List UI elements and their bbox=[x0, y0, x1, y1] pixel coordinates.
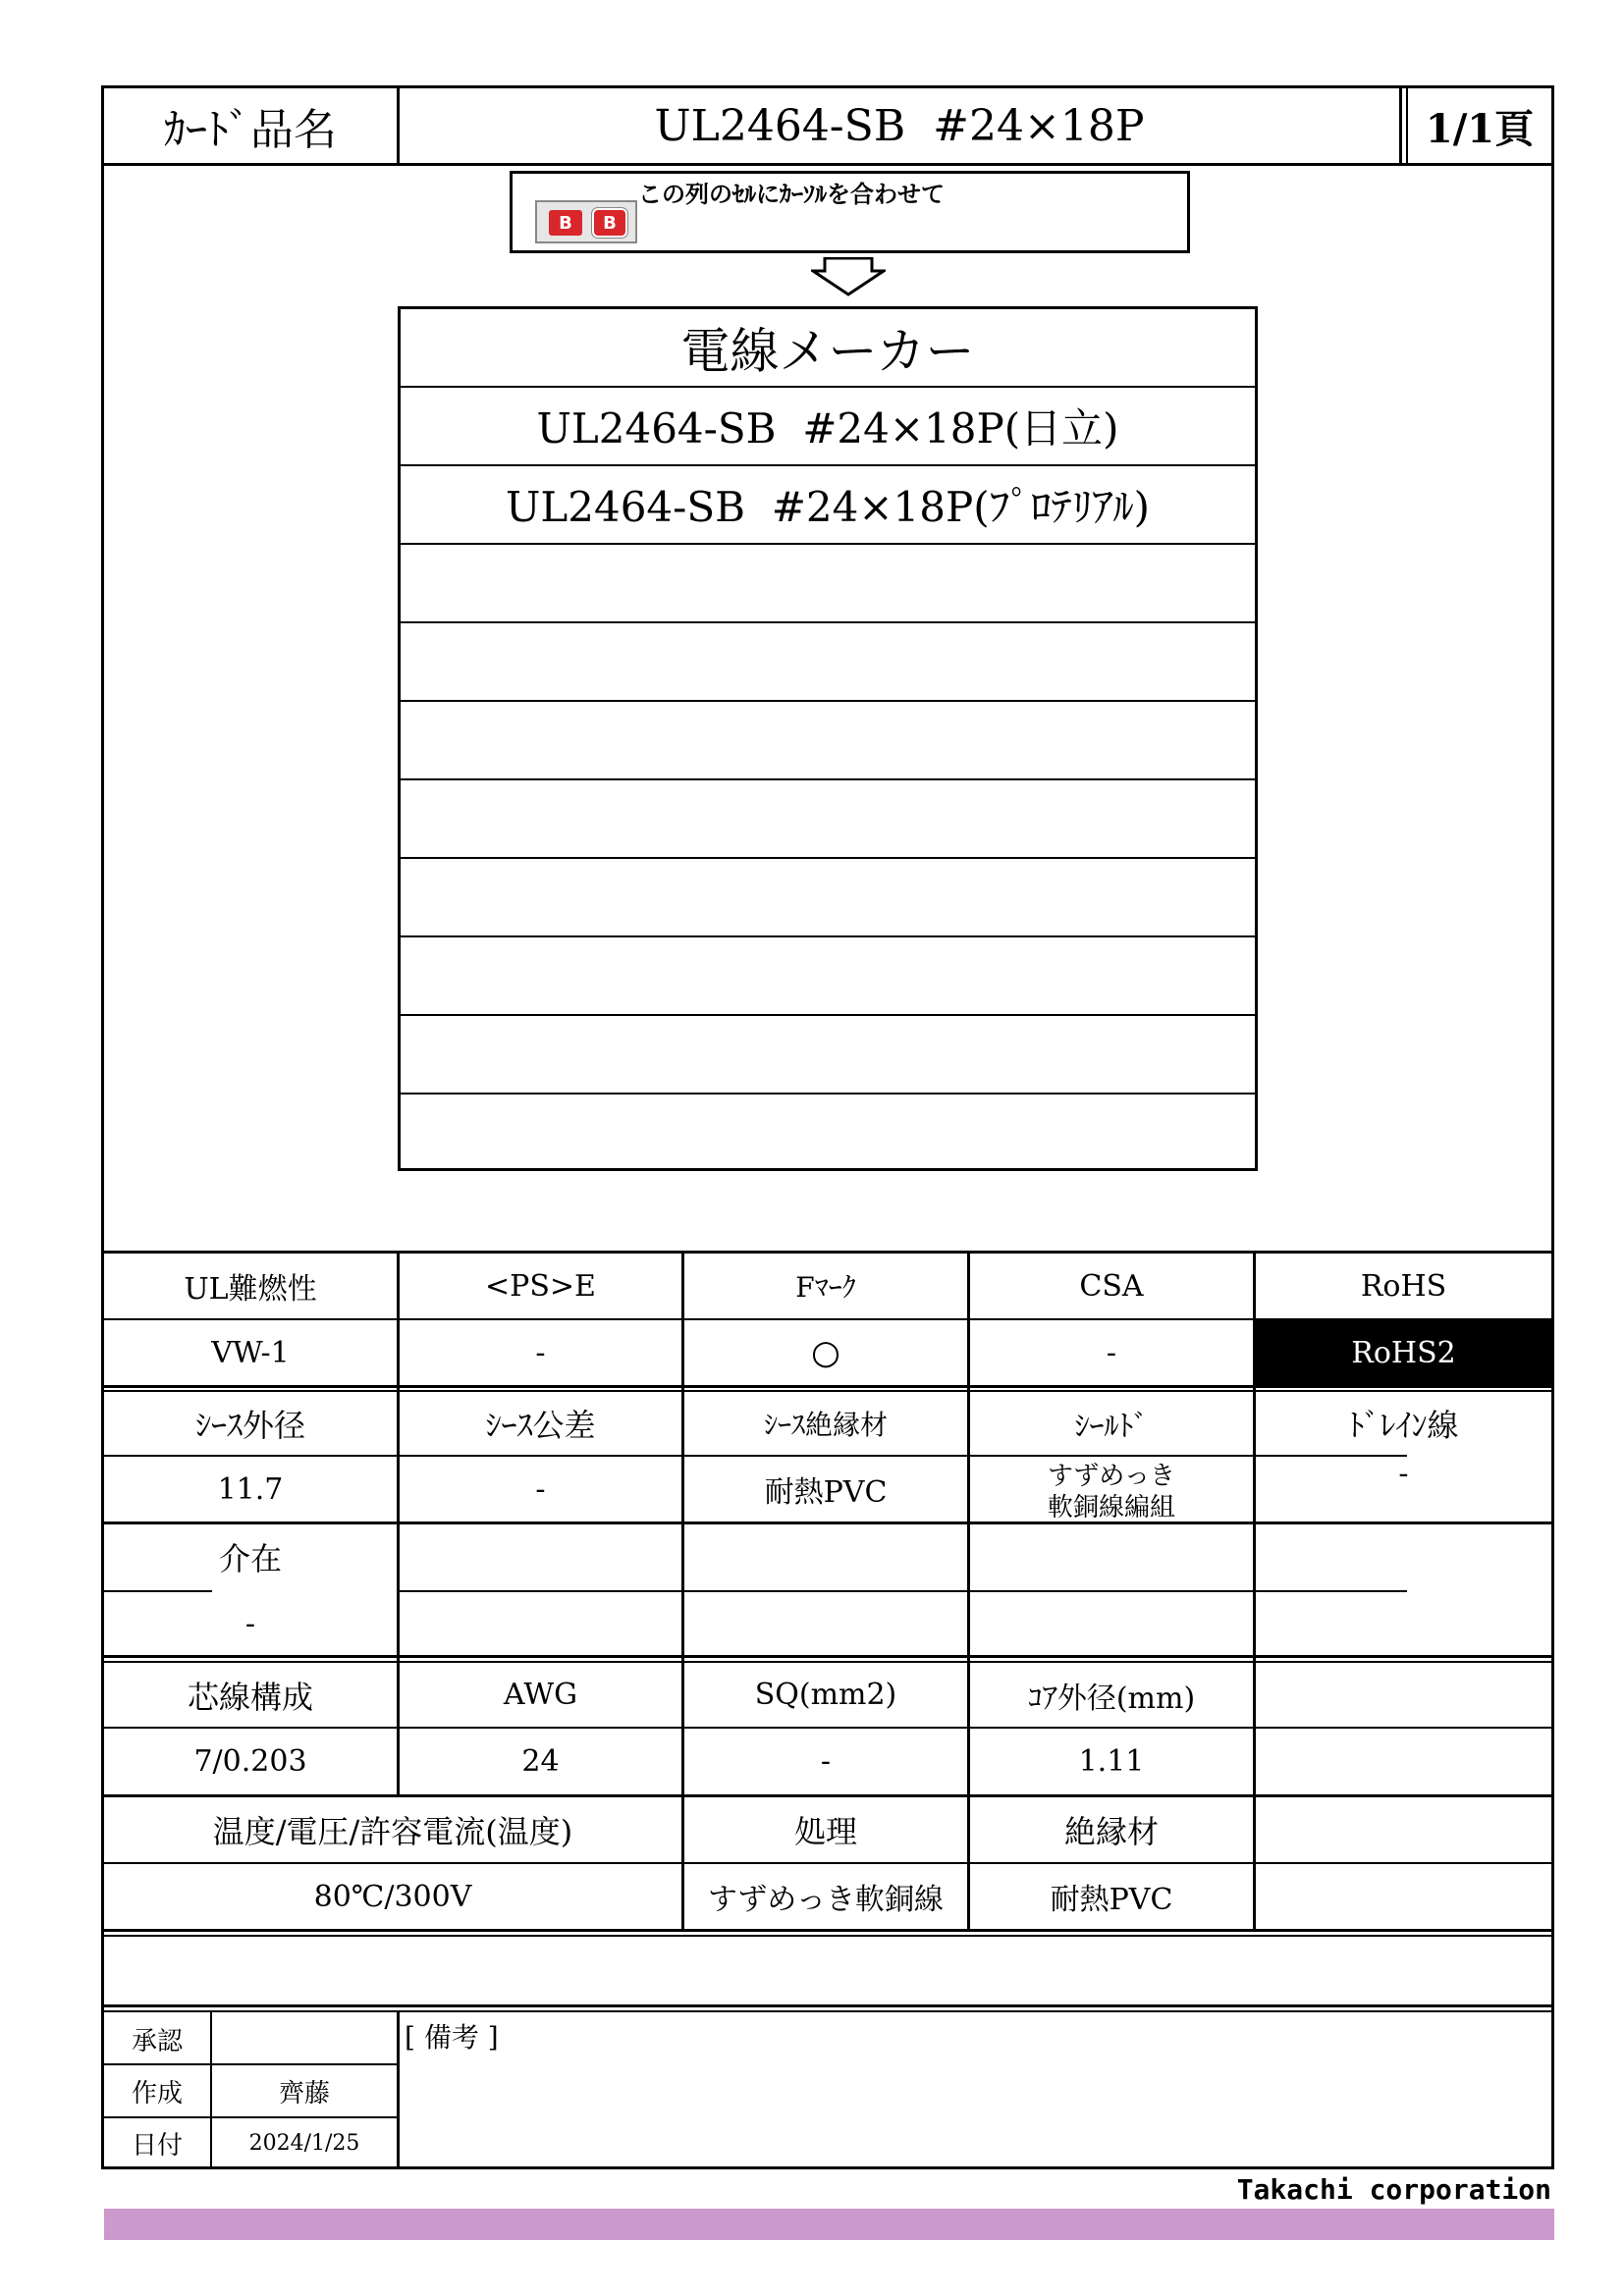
core-header-rating: 温度/電圧/許容電流(温度) bbox=[212, 1813, 573, 1850]
cert-value-ul-flame: VW-1 bbox=[211, 1335, 290, 1370]
date-value: 2024/1/25 bbox=[248, 2130, 360, 2156]
sheath-value-insulation: 耐熱PVC bbox=[764, 1475, 888, 1510]
maker-item-proterial[interactable]: UL2464-SB #24×18P(ﾌﾟﾛﾃﾘｱﾙ) bbox=[505, 483, 1150, 531]
sheath-value-shield-line2: 軟銅線編組 bbox=[1047, 1492, 1175, 1522]
core-value-awg: 24 bbox=[521, 1744, 560, 1779]
cursor-hint-text: この列のｾﾙにｶｰｿﾙを合わせて bbox=[638, 180, 945, 208]
maker-item-empty[interactable] bbox=[401, 1016, 1255, 1093]
b-key-icon-circled: B bbox=[592, 208, 627, 238]
core-header-insulation: 絶縁材 bbox=[1063, 1813, 1159, 1850]
maker-item-empty[interactable] bbox=[401, 702, 1255, 778]
maker-item-empty[interactable] bbox=[401, 545, 1255, 621]
cert-header-pse: <PS>E bbox=[485, 1268, 596, 1304]
cert-value-pse: - bbox=[535, 1335, 546, 1370]
footer-bar bbox=[104, 2209, 1554, 2240]
cert-header-ul-flame: UL難燃性 bbox=[184, 1272, 317, 1307]
down-arrow-icon bbox=[811, 257, 886, 296]
created-value: 齊藤 bbox=[278, 2078, 330, 2109]
sheath-header-insulation: ｼｰｽ絶縁材 bbox=[763, 1409, 888, 1441]
sheath-value-tolerance: - bbox=[535, 1471, 546, 1507]
approval-value[interactable] bbox=[212, 2014, 397, 2063]
core-value-insulation: 耐熱PVC bbox=[1050, 1883, 1173, 1917]
header-bottom-line bbox=[101, 163, 1554, 166]
company-name: Takachi corporation bbox=[1236, 2172, 1551, 2206]
cert-header-csa: CSA bbox=[1079, 1268, 1144, 1304]
core-value-core-diameter: 1.11 bbox=[1078, 1744, 1145, 1779]
filler-value: - bbox=[244, 1606, 256, 1641]
cert-value-csa: - bbox=[1106, 1335, 1117, 1370]
maker-item-empty[interactable] bbox=[401, 1095, 1255, 1169]
approval-label: 承認 bbox=[131, 2026, 183, 2056]
filler-label: 介在 bbox=[218, 1540, 282, 1577]
sheath-value-drain: - bbox=[1398, 1456, 1409, 1491]
product-name: UL2464-SB #24×18P bbox=[654, 100, 1145, 151]
date-label: 日付 bbox=[131, 2130, 183, 2161]
core-header-awg: AWG bbox=[503, 1678, 578, 1712]
spec-line bbox=[101, 2004, 1554, 2007]
sheath-header-drain: ﾄﾞﾚｲﾝ線 bbox=[1348, 1407, 1459, 1444]
sheath-value-diameter: 11.7 bbox=[217, 1471, 284, 1507]
page-number: 1/1頁 bbox=[1425, 105, 1535, 152]
cert-header-rohs: RoHS bbox=[1360, 1268, 1447, 1304]
cert-value-rohs: RoHS2 bbox=[1351, 1335, 1456, 1370]
sheath-header-diameter: ｼｰｽ外径 bbox=[194, 1407, 305, 1444]
sheath-header-shield: ｼｰﾙﾄﾞ bbox=[1074, 1410, 1149, 1444]
b-key-icon: B bbox=[549, 210, 582, 236]
core-value-treatment: すずめっき軟銅線 bbox=[708, 1883, 944, 1917]
card-name-label: ｶｰﾄﾞ品名 bbox=[164, 105, 337, 155]
cert-value-f-mark: ○ bbox=[811, 1333, 840, 1372]
remarks-label: [ 備考 ] bbox=[405, 2021, 499, 2054]
spec-line bbox=[101, 1935, 1554, 1937]
maker-item-empty[interactable] bbox=[401, 859, 1255, 935]
maker-item-empty[interactable] bbox=[401, 623, 1255, 700]
maker-item-empty[interactable] bbox=[401, 937, 1255, 1014]
maker-list-title: 電線メーカー bbox=[680, 323, 975, 380]
spec-line bbox=[101, 1655, 1554, 1658]
core-header-sq: SQ(mm2) bbox=[754, 1678, 897, 1712]
spec-line bbox=[101, 1929, 1554, 1932]
sheath-value-shield-line1: すずめっき bbox=[1047, 1461, 1175, 1491]
b-key-icons bbox=[535, 200, 637, 243]
spec-line bbox=[101, 2010, 1554, 2012]
core-header-core-diameter: ｺｱ外径(mm) bbox=[1027, 1681, 1196, 1716]
maker-item-hitachi[interactable]: UL2464-SB #24×18P(日立) bbox=[536, 404, 1119, 453]
signoff-col-line bbox=[397, 2012, 400, 2169]
maker-item-empty[interactable] bbox=[401, 780, 1255, 857]
created-label: 作成 bbox=[131, 2078, 183, 2109]
header-divider-2 bbox=[1399, 85, 1402, 165]
sheath-header-tolerance: ｼｰｽ公差 bbox=[485, 1407, 596, 1444]
core-header-structure: 芯線構成 bbox=[187, 1678, 313, 1716]
core-header-treatment: 処理 bbox=[793, 1813, 857, 1850]
cert-header-f-mark: Fﾏｰｸ bbox=[795, 1271, 856, 1304]
core-value-sq: - bbox=[820, 1744, 832, 1779]
core-value-structure: 7/0.203 bbox=[193, 1744, 307, 1779]
core-value-rating: 80℃/300V bbox=[313, 1879, 472, 1914]
